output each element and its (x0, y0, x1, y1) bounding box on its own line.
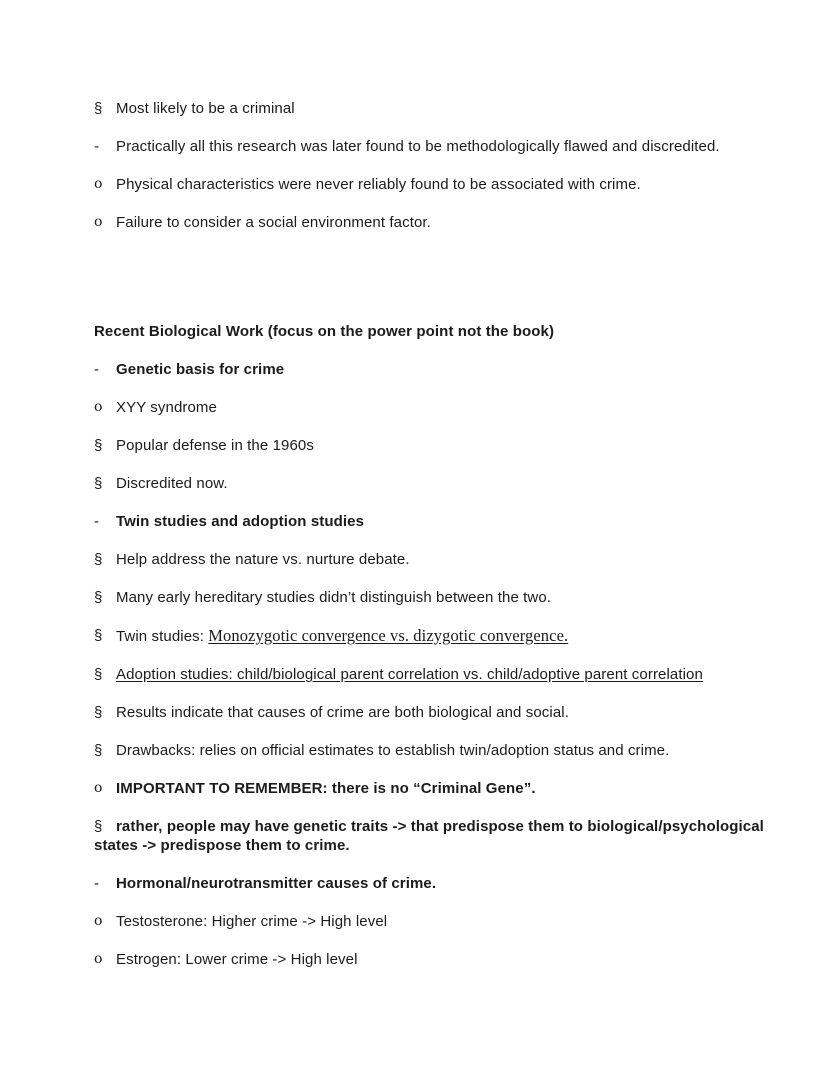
line-text (116, 951, 358, 968)
text-segment: Physical characteristics were never reliably found to be associated with crime. (116, 176, 641, 193)
line-text (116, 913, 387, 930)
line-text (116, 475, 228, 492)
bullet-marker: o (94, 951, 103, 967)
line-text (116, 704, 569, 721)
list-item (94, 474, 778, 493)
bullet-marker: § (94, 100, 103, 117)
list-item (94, 779, 778, 798)
text-segment: Results indicate that causes of crime are both biological and social. (116, 704, 569, 721)
list-item (94, 512, 778, 531)
bullet-marker: o (94, 399, 103, 415)
line-text (116, 100, 295, 117)
list-item (94, 175, 778, 194)
bullet-marker: § (94, 589, 103, 606)
bullet-marker: o (94, 913, 103, 929)
line-text (94, 818, 764, 854)
line-text (116, 399, 217, 416)
text-segment: IMPORTANT TO REMEMBER: there is no “Criminal Gene”. (116, 780, 536, 797)
text-segment: XYY syndrome (116, 399, 217, 416)
text-segment: Hormonal/neurotransmitter causes of crime. (116, 875, 437, 892)
line-text (116, 589, 551, 606)
line-text (116, 214, 431, 231)
text-segment: Drawbacks: relies on official estimates to establish twin/adoption status and crime. (116, 742, 670, 759)
text-segment: Twin studies and adoption studies (116, 513, 365, 530)
line-text (116, 666, 703, 683)
list-item (94, 137, 778, 156)
list-item (94, 213, 778, 232)
bullet-marker: § (94, 742, 103, 759)
text-segment: states -> predispose them to crime. (94, 837, 350, 854)
list-item (94, 626, 778, 646)
line-text (116, 138, 720, 155)
list-item (94, 99, 778, 118)
bullet-marker: § (94, 475, 103, 492)
line-text (116, 176, 641, 193)
list-item (94, 588, 778, 607)
line-text (94, 323, 554, 340)
list-item (94, 665, 778, 684)
bullet-marker: - (94, 138, 100, 155)
bullet-marker: - (94, 875, 100, 892)
list-item (94, 817, 778, 855)
text-segment: Genetic basis for crime (116, 361, 285, 378)
text-segment: Monozygotic convergence vs. dizygotic convergence. (208, 626, 569, 645)
text-segment: Many early hereditary studies didn’t distinguish between the two. (116, 589, 552, 606)
bullet-marker: § (94, 704, 103, 721)
bullet-marker: § (94, 627, 103, 644)
text-segment: rather, people may have genetic traits -> that predispose them to biological/psychological (116, 818, 764, 835)
bullet-marker: o (94, 780, 103, 796)
bullet-marker: o (94, 214, 103, 230)
text-segment: Adoption studies: child/biological parent correlation vs. child/adoptive parent correlation (116, 666, 703, 683)
bullet-marker: § (94, 818, 103, 835)
text-segment: Practically all this research was later found to be methodologically flawed and discredited. (116, 138, 720, 155)
list-item (94, 360, 778, 379)
text-segment: Twin studies: (116, 628, 209, 645)
list-item (94, 322, 778, 341)
text-segment: Estrogen: Lower crime -> High level (116, 951, 358, 968)
bullet-marker: § (94, 551, 103, 568)
bullet-marker: - (94, 513, 100, 530)
line-text (116, 513, 364, 530)
list-item (94, 550, 778, 569)
line-text (116, 875, 436, 892)
bullet-marker: § (94, 437, 103, 454)
bullet-marker: o (94, 176, 103, 192)
text-segment: Popular defense in the 1960s (116, 437, 314, 454)
text-segment: Most likely to be a criminal (116, 100, 295, 117)
line-text (116, 780, 536, 797)
text-segment: Testosterone: Higher crime -> High level (116, 913, 388, 930)
line-text (116, 361, 284, 378)
bullet-marker: - (94, 361, 100, 378)
text-segment: Failure to consider a social environment factor. (116, 214, 431, 231)
line-text (116, 437, 314, 454)
list-item (94, 436, 778, 455)
list-item (94, 741, 778, 760)
text-segment: Recent Biological Work (focus on the power point not the book) (94, 323, 555, 340)
line-text (116, 628, 568, 645)
notes-list (94, 99, 778, 969)
list-item (94, 874, 778, 893)
line-text (116, 742, 669, 759)
text-segment: Help address the nature vs. nurture debate. (116, 551, 410, 568)
list-item (94, 703, 778, 722)
bullet-marker: § (94, 666, 103, 683)
list-item (94, 398, 778, 417)
line-text (116, 551, 410, 568)
text-segment: Discredited now. (116, 475, 228, 492)
list-item (94, 912, 778, 931)
list-item (94, 950, 778, 969)
